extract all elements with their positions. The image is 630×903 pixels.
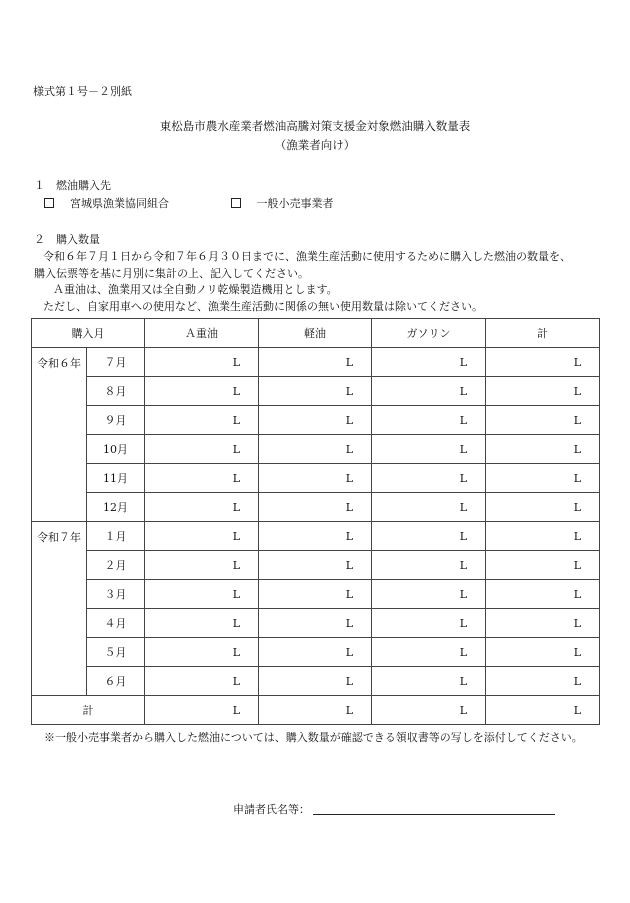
instruction-text: ただし、自家用車への使用など、漁業生産活動に関係の無い使用数量は除いてください。 xyxy=(43,299,483,313)
table-row xyxy=(32,522,600,551)
quantity-cell-light-oil[interactable]: L xyxy=(259,580,372,609)
table-body xyxy=(32,348,600,725)
quantity-cell-gasoline[interactable]: L xyxy=(372,638,486,667)
quantity-cell-a-heavy-oil[interactable]: L xyxy=(145,464,259,493)
month-label: 11月 xyxy=(87,464,145,493)
quantity-cell-gasoline[interactable]: L xyxy=(372,522,486,551)
quantity-cell-gasoline[interactable]: L xyxy=(372,580,486,609)
quantity-cell-a-heavy-oil[interactable]: L xyxy=(145,551,259,580)
quantity-cell-a-heavy-oil[interactable]: L xyxy=(145,493,259,522)
applicant-field xyxy=(233,801,555,817)
quantity-cell-light-oil[interactable]: L xyxy=(259,348,372,377)
quantity-cell-gasoline[interactable]: L xyxy=(372,609,486,638)
header-month: 購入月 xyxy=(32,319,145,348)
year-label: 令和６年 xyxy=(32,348,87,522)
quantity-cell-gasoline[interactable]: L xyxy=(372,377,486,406)
quantity-cell-total[interactable]: L xyxy=(486,609,600,638)
table-row xyxy=(32,493,600,522)
quantity-cell-a-heavy-oil[interactable]: L xyxy=(145,348,259,377)
instruction-text: Ａ重油は、漁業用又は全自動ノリ乾燥製造機用とします。 xyxy=(53,283,338,296)
section2-body xyxy=(33,249,603,315)
quantity-cell-light-oil[interactable]: L xyxy=(259,638,372,667)
quantity-cell-light-oil[interactable]: L xyxy=(259,667,372,696)
table-row xyxy=(32,667,600,696)
applicant-name-input[interactable] xyxy=(313,802,555,815)
supplier-option-label: 一般小売事業者 xyxy=(256,197,334,210)
supplier-option-label: 宮城県漁業協同組合 xyxy=(70,197,169,210)
quantity-cell-light-oil[interactable]: L xyxy=(259,493,372,522)
table-row xyxy=(32,609,600,638)
supplier-option-jf-miyagi[interactable] xyxy=(44,195,169,211)
quantity-cell-light-oil[interactable]: L xyxy=(259,377,372,406)
table-row xyxy=(32,435,600,464)
quantity-cell-a-heavy-oil[interactable]: L xyxy=(145,638,259,667)
document-title: 東松島市農水産業者燃油高騰対策支援金対象燃油購入数量表 xyxy=(159,119,471,133)
month-label: ５月 xyxy=(87,638,145,667)
quantity-cell-a-heavy-oil[interactable]: L xyxy=(145,580,259,609)
attachment-note: ※一般小売事業者から購入した燃油については、購入数量が確認できる領収書等の写しを添付してください。 xyxy=(44,731,583,744)
month-label: 12月 xyxy=(87,493,145,522)
document-subtitle: （漁業者向け） xyxy=(274,138,356,152)
quantity-cell-light-oil[interactable]: L xyxy=(259,609,372,638)
header-a-heavy-oil: Ａ重油 xyxy=(145,319,259,348)
quantity-cell-gasoline[interactable]: L xyxy=(372,435,486,464)
quantity-cell-total[interactable]: L xyxy=(486,638,600,667)
quantity-cell-light-oil[interactable]: L xyxy=(259,435,372,464)
quantity-cell-total[interactable]: L xyxy=(486,348,600,377)
quantity-cell-a-heavy-oil[interactable]: L xyxy=(145,667,259,696)
quantity-cell-light-oil[interactable]: L xyxy=(259,551,372,580)
table-row xyxy=(32,580,600,609)
applicant-label: 申請者氏名等： xyxy=(233,803,310,816)
table-header-row xyxy=(32,319,600,348)
supplier-option-retailer[interactable] xyxy=(231,195,334,211)
table-row xyxy=(32,551,600,580)
month-label: ６月 xyxy=(87,667,145,696)
quantity-cell-total[interactable]: L xyxy=(486,435,600,464)
checkbox-retailer[interactable] xyxy=(231,198,241,208)
total-cell-a-heavy-oil[interactable]: L xyxy=(145,696,259,725)
form-number: 様式第１号－２別紙 xyxy=(33,85,132,98)
month-label: １月 xyxy=(87,522,145,551)
supplier-options xyxy=(44,195,392,211)
quantity-cell-a-heavy-oil[interactable]: L xyxy=(145,377,259,406)
instruction-text: 令和６年７月１日から令和７年６月３０日までに、漁業生産活動に使用するために購入した燃油の数量を、 xyxy=(43,250,571,263)
section2-heading: ２ 購入数量 xyxy=(34,233,100,246)
header-light-oil: 軽油 xyxy=(259,319,372,348)
checkbox-jf-miyagi[interactable] xyxy=(44,198,54,208)
total-cell-gasoline[interactable]: L xyxy=(372,696,486,725)
month-label: ４月 xyxy=(87,609,145,638)
header-total: 計 xyxy=(486,319,600,348)
quantity-cell-total[interactable]: L xyxy=(486,522,600,551)
quantity-cell-light-oil[interactable]: L xyxy=(259,522,372,551)
table-row xyxy=(32,348,600,377)
quantity-cell-a-heavy-oil[interactable]: L xyxy=(145,435,259,464)
quantity-cell-total[interactable]: L xyxy=(486,464,600,493)
table-row xyxy=(32,406,600,435)
quantity-cell-a-heavy-oil[interactable]: L xyxy=(145,522,259,551)
table-row xyxy=(32,464,600,493)
table-row xyxy=(32,638,600,667)
quantity-cell-total[interactable]: L xyxy=(486,377,600,406)
year-label: 令和７年 xyxy=(32,522,87,696)
quantity-cell-total[interactable]: L xyxy=(486,493,600,522)
total-label: 計 xyxy=(32,696,145,725)
total-cell-total[interactable]: L xyxy=(486,696,600,725)
header-gasoline: ガソリン xyxy=(372,319,486,348)
total-row xyxy=(32,696,600,725)
section1-heading: １ 燃油購入先 xyxy=(34,179,111,192)
quantity-cell-gasoline[interactable]: L xyxy=(372,464,486,493)
quantity-cell-total[interactable]: L xyxy=(486,551,600,580)
quantity-cell-total[interactable]: L xyxy=(486,667,600,696)
quantity-cell-gasoline[interactable]: L xyxy=(372,551,486,580)
month-label: 10月 xyxy=(87,435,145,464)
quantity-cell-light-oil[interactable]: L xyxy=(259,464,372,493)
quantity-cell-gasoline[interactable]: L xyxy=(372,348,486,377)
month-label: ３月 xyxy=(87,580,145,609)
table-row xyxy=(32,377,600,406)
instruction-text: 購入伝票等を基に月別に集計の上、記入してください。 xyxy=(34,266,309,280)
month-label: ７月 xyxy=(87,348,145,377)
quantity-cell-total[interactable]: L xyxy=(486,406,600,435)
month-label: ８月 xyxy=(87,377,145,406)
total-cell-light-oil[interactable]: L xyxy=(259,696,372,725)
quantity-cell-gasoline[interactable]: L xyxy=(372,667,486,696)
quantity-cell-total[interactable]: L xyxy=(486,580,600,609)
quantity-cell-gasoline[interactable]: L xyxy=(372,493,486,522)
month-label: ２月 xyxy=(87,551,145,580)
quantity-cell-a-heavy-oil[interactable]: L xyxy=(145,406,259,435)
fuel-purchase-table xyxy=(31,318,600,725)
month-label: ９月 xyxy=(87,406,145,435)
quantity-cell-light-oil[interactable]: L xyxy=(259,406,372,435)
quantity-cell-gasoline[interactable]: L xyxy=(372,406,486,435)
quantity-cell-a-heavy-oil[interactable]: L xyxy=(145,609,259,638)
